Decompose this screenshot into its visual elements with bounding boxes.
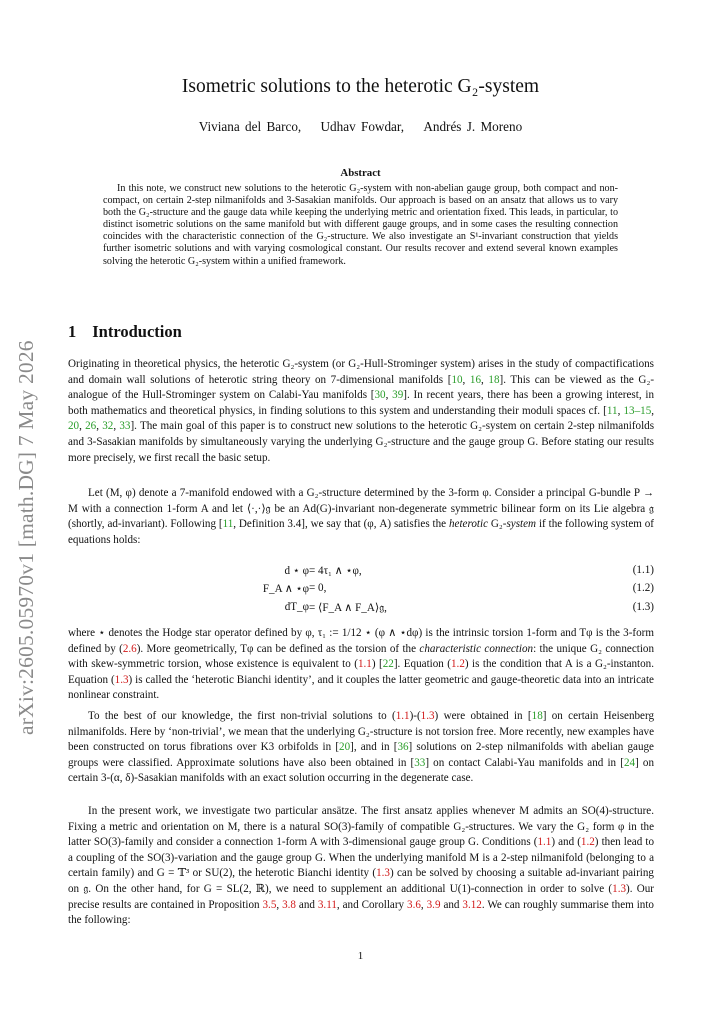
text-run: To the best of our knowledge, the first non-trivial solutions to ( bbox=[88, 710, 396, 722]
equation-ref-link[interactable]: 1.1 bbox=[537, 836, 552, 849]
author-list bbox=[0, 119, 721, 135]
text-run: . We can roughly summarise them into the following: bbox=[68, 898, 654, 927]
proposition-ref-link[interactable]: 3.5 bbox=[262, 898, 277, 911]
equation-ref-link[interactable]: 1.1 bbox=[357, 658, 372, 671]
equation-lhs: dT_φ bbox=[284, 600, 309, 613]
equation-ref-link[interactable]: 1.3 bbox=[420, 710, 435, 722]
text-run: ). Our precise results are contained in Proposition bbox=[68, 882, 654, 911]
text-run: ] on certain 3-(α, δ)-Sasakian manifolds with an exact solution occurring in the degenerate case. bbox=[68, 756, 655, 785]
text-run: : the unique G₂ connection with skew-symmetric torsion, whose existence is equivalent to ( bbox=[68, 642, 654, 671]
text-run: ) and ( bbox=[551, 836, 581, 849]
equation-number: (1.2) bbox=[632, 582, 654, 595]
intro-paragraph-2 bbox=[68, 486, 654, 548]
intro-paragraph-4 bbox=[68, 709, 654, 787]
text-run: ) is called the ‘heterotic Bianchi identity’, and it couples the latter geometric and gauge-theoretic data into an intricate nonlinear constraint. bbox=[68, 673, 654, 702]
text-run: ], and in [ bbox=[350, 741, 398, 754]
intro-paragraph-3 bbox=[68, 626, 654, 704]
text-run: ] on certain Heisenberg nilmanifolds. Here by ‘non-trivial’, we mean that the underlying G₂-structure is not torsion free. More recently, new examples have been constructed on torus fibrations over K3 orbifolds in [ bbox=[68, 710, 654, 754]
equation-rhs: = 4τ₁ ∧ ⋆φ, bbox=[309, 565, 362, 577]
citation-link[interactable]: 36 bbox=[397, 741, 409, 754]
text-run: ) is the condition that A is a G₂-instanton. Equation ( bbox=[68, 658, 654, 686]
corollary-ref-link[interactable]: 3.12 bbox=[462, 898, 482, 911]
section-heading bbox=[68, 322, 182, 342]
author-name: Andrés J. Moreno bbox=[423, 119, 523, 134]
equation-rhs: = 0, bbox=[309, 582, 327, 595]
citation-link[interactable]: 20 bbox=[339, 741, 351, 754]
abstract-heading: Abstract bbox=[340, 167, 381, 179]
equation-lhs: d ⋆ φ bbox=[284, 565, 309, 577]
text-run: ). More geometrically, Tφ can be defined as the torsion of the bbox=[136, 642, 420, 655]
paper-title: Isometric solutions to the heterotic G₂-system bbox=[181, 76, 540, 97]
text-run: ) can be solved by choosing a suitable ad-invariant pairing on 𝔤. On the other hand, for G = SL(2, ℝ), we need to supplement an additional U(1)-connection in order to solve ( bbox=[68, 867, 654, 895]
text-run: ] on contact Calabi-Yau manifolds and in [ bbox=[425, 756, 624, 769]
text-run: Originating in theoretical physics, the heterotic G₂-system (or G₂-Hull-Strominger system) arises in the study of compactifications and domain wall solutions of heterotic string theory on 7-dimensional manifolds [ bbox=[68, 358, 654, 386]
text-run: ) [ bbox=[371, 658, 383, 671]
text-run: and bbox=[295, 898, 318, 911]
citation-link[interactable]: 11 bbox=[222, 518, 234, 531]
proposition-ref-link[interactable]: 3.8 bbox=[282, 898, 296, 911]
text-run: Let (M, φ) denote a 7-manifold endowed with a G₂-structure determined by the 3-form φ. Consider a principal G-bundle P → M with a connection 1-form A and let ⟨·,·⟩𝔤 be an Ad(G)-invariant non-degenerate symmetric bilinear form on its Lie algebra 𝔤 (shortly, ad-invariant). Following [ bbox=[68, 487, 654, 531]
text-run: ]. Equation ( bbox=[393, 658, 451, 671]
citation-link[interactable]: 11 bbox=[606, 404, 618, 417]
equation-ref-link[interactable]: 1.2 bbox=[580, 836, 595, 849]
citation-link[interactable]: 24 bbox=[623, 756, 636, 769]
corollary-ref-link[interactable]: 3.6 bbox=[407, 898, 421, 911]
citation-link[interactable]: 30 bbox=[374, 389, 386, 402]
abstract-text: In this note, we construct new solutions to the heterotic G₂-system with non-abelian gauge group, both compact and non-compact, on certain 2-step nilmanifolds and 3-Sasakian manifolds. Our approach is based on an ansatz that allows us to vary both the G₂-structure and the gauge data while keeping the underlying metric and orientation fixed. This leads, in particular, to distinct isometric solutions on the same manifold but with different gauge groups, and in some cases the resulting connection coincides with the characteristic connection of the G₂-structure. We also investigate an S¹-invariant construction that yields further isometric solutions and with varying cosmological constant. Our results recover and extend several known examples solving the heterotic G₂-system within a unified framework. bbox=[103, 183, 618, 267]
equation-rhs: = ⟨F_A ∧ F_A⟩𝔤, bbox=[309, 601, 387, 614]
text-run: G₂ bbox=[488, 518, 503, 531]
text-run: In the present work, we investigate two particular ansätze. The first ansatz applies whenever M admits an SO(4)-structure. Fixing a metric and orientation on M, there is a natural SO(3)-family of compatible G₂-structures. We vary the G₂ form φ in the latter SO(3)-family and consider a connection 1-form A with 3-dimensional gauge group G. Conditions ( bbox=[68, 805, 654, 849]
citation-link[interactable]: 39 bbox=[392, 389, 404, 402]
author-name: Viviana del Barco, bbox=[198, 119, 302, 134]
equation-number: (1.1) bbox=[632, 564, 654, 576]
equation-number: (1.3) bbox=[632, 600, 654, 613]
text-run: ]. In recent years, there has been a growing interest, in both mathematics and theoretical physics, in finding solutions to this system and understanding their moduli spaces cf. [ bbox=[68, 389, 655, 417]
intro-paragraph-5 bbox=[68, 804, 654, 929]
citation-link[interactable]: 13–15 bbox=[623, 404, 652, 417]
equation-lhs: F_A ∧ ⋆φ bbox=[262, 583, 309, 596]
equation-row bbox=[68, 564, 654, 582]
equation-row bbox=[68, 601, 654, 619]
citation-link[interactable]: 10 bbox=[451, 373, 463, 386]
text-run: if the following system of equations holds: bbox=[68, 518, 654, 546]
citation-link[interactable]: 26 bbox=[85, 420, 97, 433]
emphasis: -system bbox=[502, 518, 537, 531]
corollary-ref-link[interactable]: 3.9 bbox=[426, 898, 441, 911]
text-run: , and Corollary bbox=[336, 898, 408, 911]
emphasis: characteristic connection bbox=[419, 642, 534, 655]
emphasis: heterotic bbox=[449, 518, 489, 531]
text-run: , bbox=[276, 898, 283, 911]
citation-link[interactable]: 33 bbox=[414, 756, 426, 769]
text-run: ) then lead to a coupling of the SO(3)-variation and the gauge group G. When the underlying manifold M is a 2-step nilmanifold (belonging to a certain family) and G = 𝕋³ or SU(2), the heterotic Bianchi identity ( bbox=[68, 836, 654, 880]
text-run: ]. The main goal of this paper is to construct new solutions to the heterotic G₂-system on certain 2-step nilmanifolds and 3-Sasakian manifolds by simultaneously varying the underlying G₂-structure and the gauge group G. Before stating our results more precisely, we first recall the basic setup. bbox=[68, 420, 655, 464]
citation-link[interactable]: 18 bbox=[531, 710, 543, 722]
citation-link[interactable]: 22 bbox=[382, 658, 394, 671]
page-number: 1 bbox=[357, 950, 364, 962]
equation-ref-link[interactable]: 1.3 bbox=[612, 882, 627, 895]
equation-ref-link[interactable]: 1.3 bbox=[114, 673, 129, 686]
equation-ref-link[interactable]: 1.3 bbox=[376, 867, 390, 880]
equation-ref-link[interactable]: 2.6 bbox=[122, 642, 137, 655]
citation-link[interactable]: 20 bbox=[68, 420, 80, 433]
citation-link[interactable]: 33 bbox=[119, 420, 131, 433]
equation-row bbox=[68, 582, 654, 600]
text-run: )-( bbox=[409, 710, 421, 722]
author-name: Udhav Fowdar, bbox=[320, 119, 405, 134]
text-run: , Definition 3.4], we say that (φ, A) satisfies the bbox=[233, 518, 449, 531]
section-title: Introduction bbox=[92, 322, 182, 341]
citation-link[interactable]: 16 bbox=[469, 373, 482, 386]
equation-ref-link[interactable]: 1.1 bbox=[395, 710, 410, 722]
proposition-ref-link[interactable]: 3.11 bbox=[317, 898, 337, 911]
text-run: and bbox=[440, 898, 463, 911]
citation-link[interactable]: 32 bbox=[102, 420, 114, 433]
text-run: ]. This can be viewed as the G₂-analogue of the Hull-Strominger system on Calabi-Yau manifolds [ bbox=[68, 373, 655, 402]
intro-paragraph-1: Originating in theoretical physics, the heterotic G₂-system (or G₂-Hull-Strominger system) arises in the study of compactifications and domain wall solutions of heterotic string theory on 7-dimensional manifolds [10, 16, 18]. This can be viewed as the G₂-analogue of the Hull-Strominger system on Calabi-Yau manifolds [30, 39]. In recent years, there has been a growing interest, in both mathematics and theoretical physics, in finding solutions to this system and understanding their moduli spaces cf. [11, 13–15, 20, 26, 32, 33]. The main goal of this paper is to construct new solutions to the heterotic G₂-system on certain 2-step nilmanifolds and 3-Sasakian manifolds by simultaneously varying the underlying G₂-structure and the gauge group G. Before stating our results more precisely, we first recall the basic setup. bbox=[68, 358, 655, 464]
text-run: ] solutions on 2-step nilmanifolds with abelian gauge groups were classified. Approximate solutions have also been obtained in [ bbox=[68, 741, 654, 769]
arxiv-stamp[interactable]: arXiv:2605.05970v1 [math.DG] 7 May 2026 bbox=[14, 340, 38, 735]
citation-link[interactable]: 18 bbox=[488, 373, 500, 386]
section-number: 1 bbox=[68, 322, 77, 341]
equation-ref-link[interactable]: 1.2 bbox=[451, 658, 465, 671]
text-run: where ⋆ denotes the Hodge star operator defined by φ, τ₁ := 1/12 ⋆ (φ ∧ ⋆dφ) is the intrinsic torsion 1-form and Tφ is the 3-form defined by ( bbox=[68, 627, 654, 655]
text-run: , bbox=[420, 898, 427, 911]
text-run: ) were obtained in [ bbox=[434, 710, 532, 722]
equation-block bbox=[68, 564, 654, 619]
